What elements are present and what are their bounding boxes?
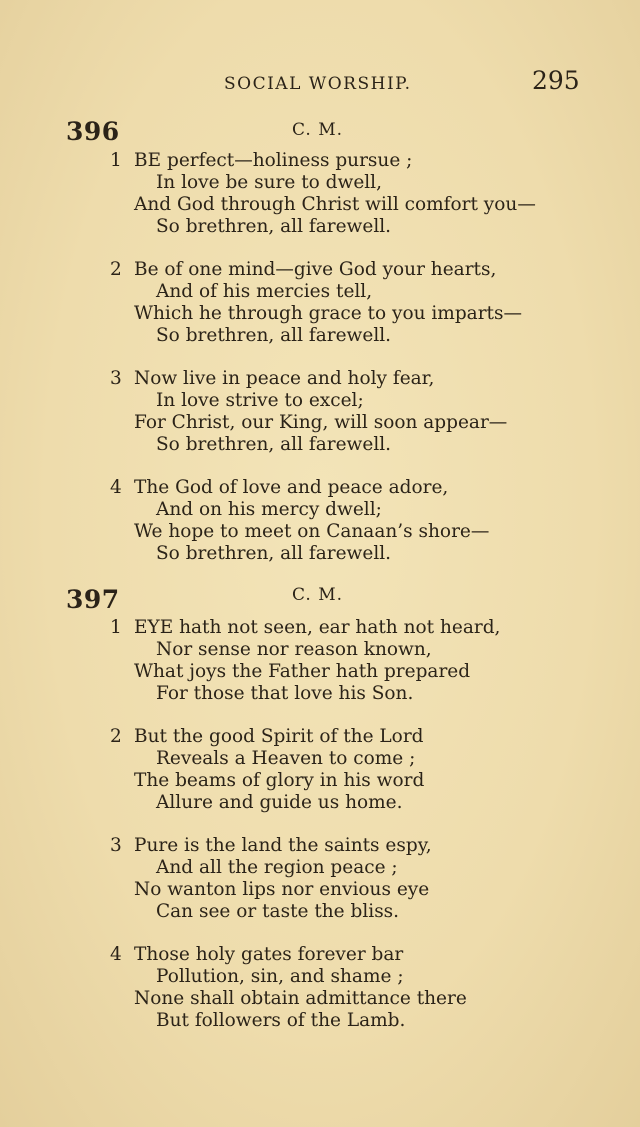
- verse-line: Those holy gates forever bar: [134, 944, 404, 965]
- stanza-number: 4: [110, 477, 122, 498]
- stanza-number: 1: [110, 150, 122, 171]
- running-head: [0, 66, 640, 100]
- verse-line: The God of love and peace adore,: [134, 477, 449, 498]
- verse-line: EYE hath not seen, ear hath not heard,: [134, 617, 501, 638]
- verse-line: Pure is the land the saints espy,: [134, 835, 432, 856]
- verse-line: Be of one mind—give God your hearts,: [134, 259, 497, 280]
- verse-line: The beams of glory in his word: [134, 770, 425, 791]
- verse-line: Pollution, sin, and shame ;: [156, 966, 404, 987]
- stanza-number: 2: [110, 259, 122, 280]
- verse-line: What joys the Father hath prepared: [134, 661, 471, 682]
- verse-line: For those that love his Son.: [156, 683, 414, 704]
- stanza-number: 3: [110, 835, 122, 856]
- hymn-number: 397: [66, 585, 120, 614]
- verse-line: Now live in peace and holy fear,: [134, 368, 435, 389]
- running-title: SOCIAL WORSHIP.: [224, 74, 412, 94]
- verse-line: None shall obtain admittance there: [134, 988, 467, 1009]
- verse-line: We hope to meet on Canaan’s shore—: [134, 521, 490, 542]
- verse-line: So brethren, all farewell.: [156, 216, 392, 237]
- verse-line: Which he through grace to you imparts—: [134, 303, 522, 324]
- hymn-meter: C. M.: [292, 585, 344, 605]
- verse-line: Allure and guide us home.: [156, 792, 403, 813]
- verse-line: And all the region peace ;: [156, 857, 398, 878]
- verse-line: So brethren, all farewell.: [156, 543, 392, 564]
- verse-line: Reveals a Heaven to come ;: [156, 748, 416, 769]
- verse-line: And on his mercy dwell;: [156, 499, 382, 520]
- stanza-number: 2: [110, 726, 122, 747]
- stanza-number: 4: [110, 944, 122, 965]
- verse-line: For Christ, our King, will soon appear—: [134, 412, 508, 433]
- verse-line: And God through Christ will comfort you—: [134, 194, 536, 215]
- hymn-number: 396: [66, 117, 120, 146]
- verse-line: No wanton lips nor envious eye: [134, 879, 430, 900]
- verse-line: But the good Spirit of the Lord: [134, 726, 424, 747]
- verse-line: In love strive to excel;: [156, 390, 364, 411]
- stanza-number: 3: [110, 368, 122, 389]
- verse-line: And of his mercies tell,: [156, 281, 373, 302]
- hymn-meter: C. M.: [292, 120, 344, 140]
- verse-line: So brethren, all farewell.: [156, 434, 392, 455]
- verse-line: Nor sense nor reason known,: [156, 639, 432, 660]
- page-number: 295: [532, 66, 580, 95]
- verse-line: BE perfect—holiness pursue ;: [134, 150, 413, 171]
- verse-line: Can see or taste the bliss.: [156, 901, 400, 922]
- verse-line: In love be sure to dwell,: [156, 172, 382, 193]
- verse-line: So brethren, all farewell.: [156, 325, 392, 346]
- verse-line: But followers of the Lamb.: [156, 1010, 406, 1031]
- stanza-number: 1: [110, 617, 122, 638]
